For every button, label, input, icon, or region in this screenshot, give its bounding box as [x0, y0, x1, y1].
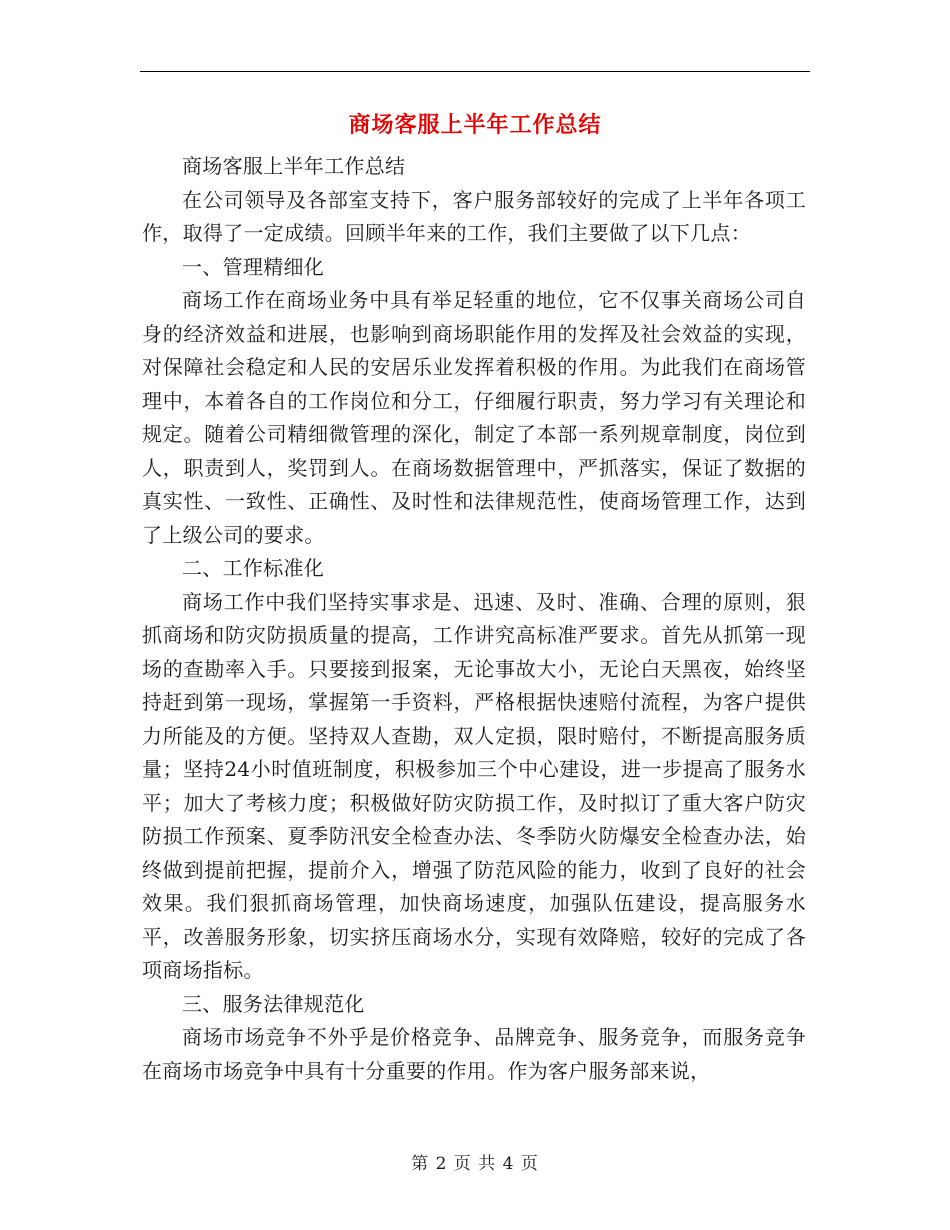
section-heading-3: 三、服务法律规范化: [182, 991, 365, 1016]
body-paragraph-section-1: 商场工作在商场业务中具有举足轻重的地位，它不仅事关商场公司自身的经济效益和进展，也影响到商场职能作用的发挥及社会效益的实现，对保障社会稳定和人民的安居乐业发挥着积极的作用。为此我们在商场管理中，本着各自的工作岗位和分工，仔细履行职责，努力学习有关理论和规定。随着公司精细微管理的深化，制定了本部一系列规章制度，岗位到人，职责到人，奖罚到人。在商场数据管理中，严抓落实，保证了数据的真实性、一致性、正确性、及时性和法律规范性，使商场管理工作，达到了上级公司的要求。: [142, 288, 806, 547]
header-rule: [140, 71, 810, 72]
document-title: 商场客服上半年工作总结: [348, 113, 602, 138]
section-heading-2: 二、工作标准化: [182, 556, 325, 580]
body-paragraph-section-3: 商场市场竞争不外乎是价格竞争、品牌竞争、服务竞争，而服务竞争在商场市场竞争中具有十分重要的作用。作为客户服务部来说，: [142, 1025, 806, 1083]
body-paragraph-section-2: 商场工作中我们坚持实事求是、迅速、及时、准确、合理的原则，狠抓商场和防灾防损质量的提高，工作讲究高标准严要求。首先从抓第一现场的查勘率入手。只要接到报案，无论事故大小，无论白天黑夜，始终坚持赶到第一现场，掌握第一手资料，严格根据快速赔付流程，为客户提供力所能及的方便。坚持双人查勘，双人定损，限时赔付，不断提高服务质量；坚持24小时值班制度，积极参加三个中心建设，进一步提高了服务水平；加大了考核力度；积极做好防灾防损工作，及时拟订了重大客户防灾防损工作预案、夏季防汛安全检查办法、冬季防火防爆安全检查办法，始终做到提前把握，提前介入，增强了防范风险的能力，收到了良好的社会效果。我们狠抓商场管理，加快商场速度，加强队伍建设，提高服务水平，改善服务形象，切实挤压商场水分，实现有效降赔，较好的完成了各项商场指标。: [142, 589, 806, 982]
section-heading-1: 一、管理精细化: [182, 254, 325, 279]
page-number-footer: 第 2 页 共 4 页: [411, 1154, 539, 1174]
body-paragraph-intro: 在公司领导及各部室支持下，客户服务部较好的完成了上半年各项工作，取得了一定成绩。回顾半年来的工作，我们主要做了以下几点：: [142, 187, 806, 245]
body-paragraph-subtitle: 商场客服上半年工作总结: [182, 154, 406, 178]
document-body: [142, 150, 806, 1088]
